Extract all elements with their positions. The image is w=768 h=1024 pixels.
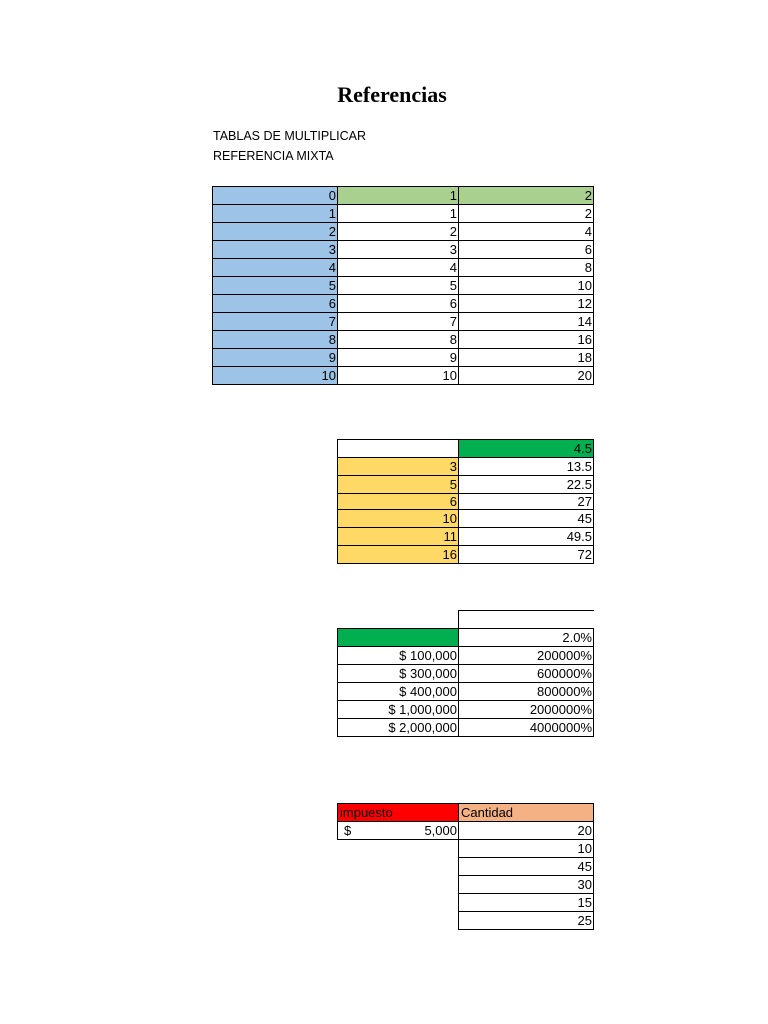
cell[interactable]: 22.5 xyxy=(459,476,594,494)
cell[interactable]: 27 xyxy=(459,494,594,510)
table-row xyxy=(338,719,594,737)
cell[interactable] xyxy=(338,912,459,930)
cell[interactable]: 6 xyxy=(459,241,594,259)
table-row xyxy=(338,858,594,876)
cell[interactable] xyxy=(459,611,594,629)
cell[interactable] xyxy=(338,894,459,912)
table-row xyxy=(213,367,594,385)
impuesto-cell[interactable] xyxy=(338,822,459,840)
table-row xyxy=(338,894,594,912)
table-row xyxy=(213,313,594,331)
table-row xyxy=(338,528,594,546)
table-row xyxy=(213,241,594,259)
cell[interactable]: 2 xyxy=(338,223,459,241)
currency-symbol: $ xyxy=(344,823,352,838)
cell[interactable]: 2000000% xyxy=(459,701,594,719)
cell[interactable]: 2 xyxy=(459,187,594,205)
cell[interactable]: 5 xyxy=(338,277,459,295)
cell[interactable]: 8 xyxy=(459,259,594,277)
cell[interactable]: 45 xyxy=(459,858,594,876)
cell[interactable]: 1 xyxy=(338,205,459,223)
cell[interactable]: 15 xyxy=(459,894,594,912)
cell[interactable]: 7 xyxy=(213,313,338,331)
cell[interactable]: 10 xyxy=(213,367,338,385)
cell[interactable]: 10 xyxy=(338,367,459,385)
table-row xyxy=(338,494,594,510)
impuesto-header[interactable]: impuesto xyxy=(338,804,459,822)
cell[interactable]: 9 xyxy=(213,349,338,367)
cell[interactable] xyxy=(338,876,459,894)
cell[interactable]: 200000% xyxy=(459,647,594,665)
cell[interactable]: 5 xyxy=(213,277,338,295)
cell[interactable]: 2.0% xyxy=(459,629,594,647)
cell[interactable]: 4 xyxy=(459,223,594,241)
cell[interactable] xyxy=(338,611,459,629)
table-row xyxy=(213,331,594,349)
cell[interactable]: 600000% xyxy=(459,665,594,683)
cell[interactable] xyxy=(338,440,459,458)
table-row xyxy=(213,349,594,367)
cell[interactable]: 1 xyxy=(213,205,338,223)
cell[interactable]: $ 1,000,000 xyxy=(338,701,459,719)
table-row xyxy=(213,277,594,295)
table-row xyxy=(338,440,594,458)
cell[interactable]: 10 xyxy=(459,277,594,295)
factor-table xyxy=(337,439,594,564)
cell[interactable]: 7 xyxy=(338,313,459,331)
cell[interactable]: 5 xyxy=(338,476,459,494)
table-row xyxy=(338,611,594,629)
page-title: Referencias xyxy=(337,82,447,107)
cell[interactable]: 49.5 xyxy=(459,528,594,546)
table-row xyxy=(213,295,594,313)
table-row xyxy=(338,912,594,930)
table-row xyxy=(338,822,594,840)
percentage-table xyxy=(337,610,594,737)
table-row xyxy=(338,458,594,476)
cell[interactable]: 25 xyxy=(459,912,594,930)
cell[interactable]: 6 xyxy=(338,494,459,510)
cell[interactable]: $ 400,000 xyxy=(338,683,459,701)
cell[interactable]: 18 xyxy=(459,349,594,367)
cell[interactable]: 4000000% xyxy=(459,719,594,737)
cell[interactable]: 20 xyxy=(459,367,594,385)
cell[interactable]: 10 xyxy=(459,840,594,858)
cell[interactable]: 4 xyxy=(338,259,459,277)
cell[interactable]: 2 xyxy=(213,223,338,241)
cell[interactable]: 8 xyxy=(213,331,338,349)
cell[interactable] xyxy=(338,629,459,647)
table-row xyxy=(213,205,594,223)
cell[interactable]: 3 xyxy=(338,241,459,259)
cell[interactable]: 20 xyxy=(459,822,594,840)
cell[interactable]: 12 xyxy=(459,295,594,313)
table-row xyxy=(338,683,594,701)
cell[interactable]: 9 xyxy=(338,349,459,367)
table-row xyxy=(338,629,594,647)
cell[interactable]: 72 xyxy=(459,546,594,564)
table-row xyxy=(338,647,594,665)
cell[interactable]: 13.5 xyxy=(459,458,594,476)
cell[interactable]: 8 xyxy=(338,331,459,349)
table-row xyxy=(338,804,594,822)
cell[interactable] xyxy=(338,840,459,858)
cell[interactable]: 2 xyxy=(459,205,594,223)
subtitle-referencia: REFERENCIA MIXTA xyxy=(213,149,334,163)
table-row xyxy=(213,259,594,277)
cell[interactable]: 16 xyxy=(338,546,459,564)
cell[interactable]: 16 xyxy=(459,331,594,349)
cell[interactable]: 4 xyxy=(213,259,338,277)
cantidad-header[interactable]: Cantidad xyxy=(459,804,594,822)
cell[interactable]: 30 xyxy=(459,876,594,894)
cell[interactable] xyxy=(338,858,459,876)
multiplication-table xyxy=(212,186,594,385)
table-row xyxy=(213,223,594,241)
cell[interactable]: 11 xyxy=(338,528,459,546)
table-row xyxy=(338,840,594,858)
table-row xyxy=(213,187,594,205)
impuesto-table xyxy=(337,803,594,930)
cell[interactable]: 3 xyxy=(338,458,459,476)
table-row xyxy=(338,510,594,528)
cell[interactable]: 1 xyxy=(338,187,459,205)
subtitle-tablas: TABLAS DE MULTIPLICAR xyxy=(213,129,367,143)
cell[interactable]: 6 xyxy=(213,295,338,313)
table-row xyxy=(338,476,594,494)
table-row xyxy=(338,701,594,719)
cell[interactable]: 14 xyxy=(459,313,594,331)
table-row xyxy=(338,665,594,683)
cell[interactable]: 10 xyxy=(338,510,459,528)
impuesto-value: 5,000 xyxy=(424,823,457,838)
cell[interactable]: 45 xyxy=(459,510,594,528)
cell[interactable]: 3 xyxy=(213,241,338,259)
cell[interactable]: $ 2,000,000 xyxy=(338,719,459,737)
cell[interactable]: $ 100,000 xyxy=(338,647,459,665)
table-row xyxy=(338,876,594,894)
cell[interactable]: $ 300,000 xyxy=(338,665,459,683)
cell[interactable]: 0 xyxy=(213,187,338,205)
table-row xyxy=(338,546,594,564)
cell[interactable]: 6 xyxy=(338,295,459,313)
cell[interactable]: 800000% xyxy=(459,683,594,701)
cell[interactable]: 4.5 xyxy=(459,440,594,458)
